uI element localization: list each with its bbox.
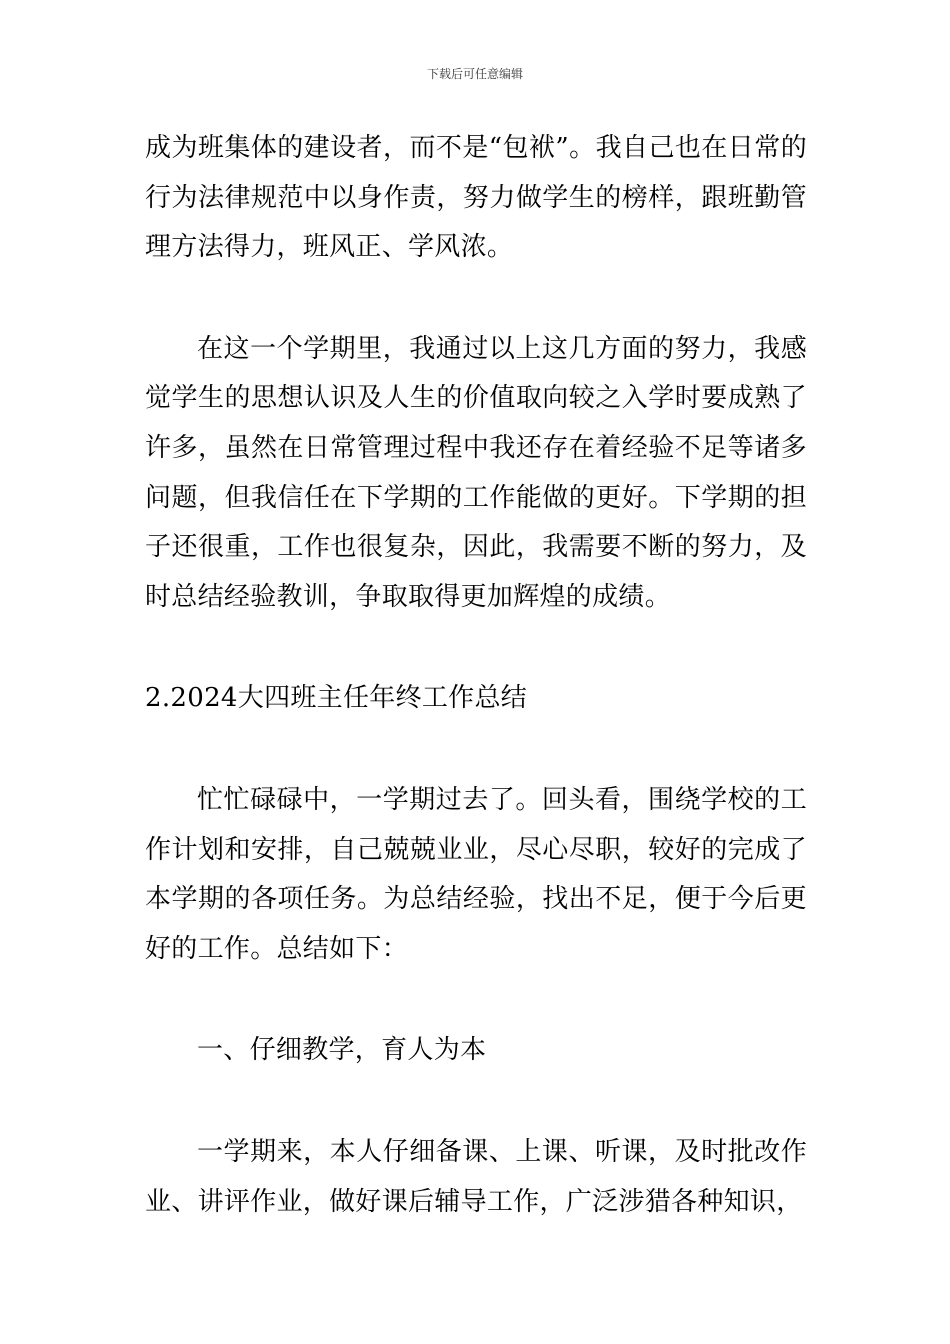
subsection-heading: 一、仔细教学，育人为本	[197, 1035, 487, 1066]
paragraph-2: 在这一个学期里，我通过以上这几方面的努力，我感觉学生的思想认识及人生的价值取向较之入学时要成熟了许多，虽然在日常管理过程中我还存在着经验不足等诸多问题，但我信任在下学期的工作能做的更好。下学期的担子还很重，工作也很复杂，因此，我需要不断的努力，及时总结经验教训，争取取得更加辉煌的成绩。	[145, 333, 807, 612]
document-body	[145, 124, 807, 1227]
page-header-note: 下载后可任意编辑	[426, 67, 523, 81]
section-heading: 2.2024大四班主任年终工作总结	[145, 683, 528, 714]
paragraph-4: 一学期来，本人仔细备课、上课、听课，及时批改作业、讲评作业，做好课后辅导工作，广泛涉猎各种知识，	[145, 1136, 807, 1217]
paragraph-1: 成为班集体的建设者，而不是“包袱”。我自己也在日常的行为法律规范中以身作责，努力做学生的榜样，跟班勤管理方法得力，班风正、学风浓。	[145, 133, 807, 263]
paragraph-3: 忙忙碌碌中，一学期过去了。回头看，围绕学校的工作计划和安排，自己兢兢业业，尽心尽职，较好的完成了本学期的各项任务。为总结经验，找出不足，便于今后更好的工作。总结如下：	[145, 784, 807, 964]
